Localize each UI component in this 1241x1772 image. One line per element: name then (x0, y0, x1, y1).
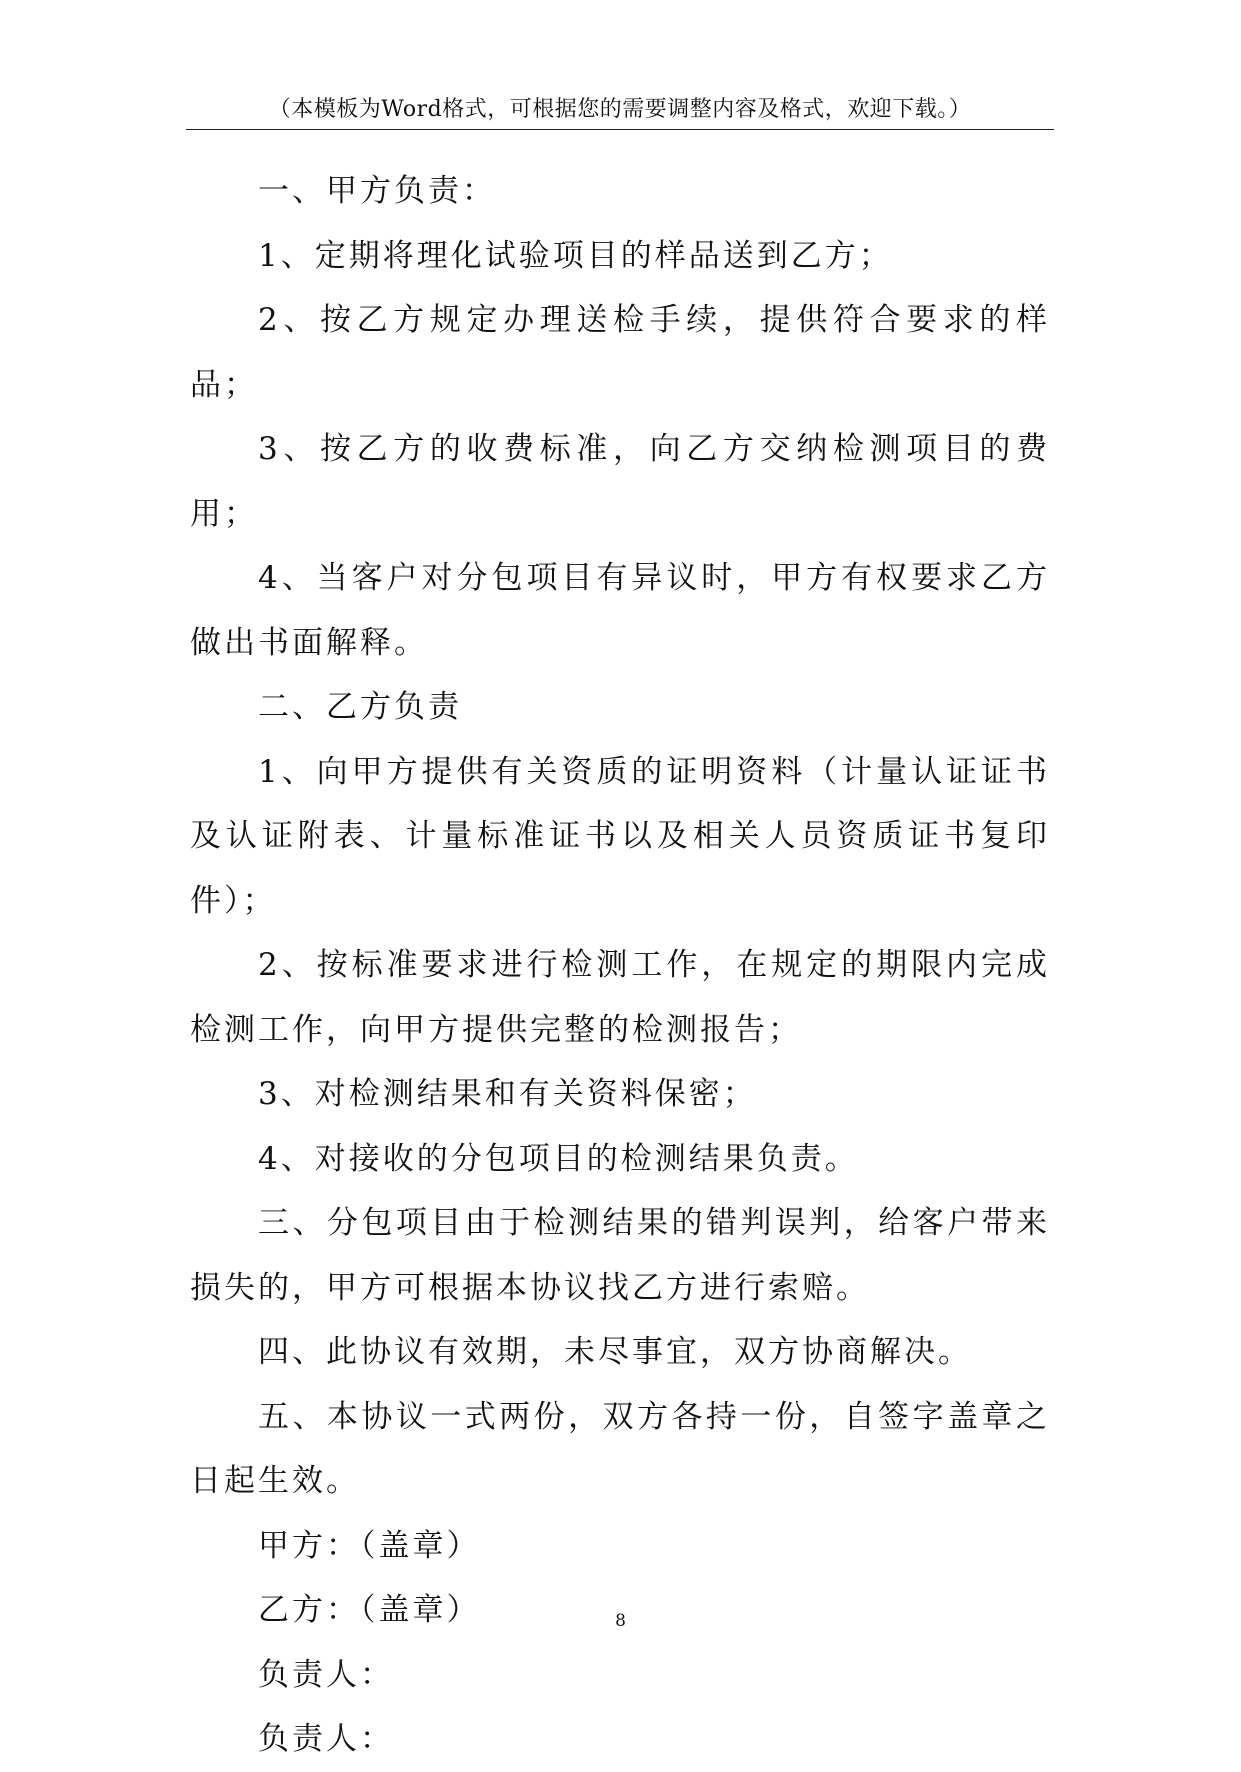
party-b-duty-2: 2、按标准要求进行检测工作，在规定的期限内完成检测工作，向甲方提供完整的检测报告； (190, 947, 1050, 1048)
clause-four: 四、此协议有效期，未尽事宜，双方协商解决。 (258, 1334, 972, 1370)
page-number: 8 (615, 1611, 626, 1631)
clause-five: 五、本协议一式两份，双方各持一份，自签字盖章之日起生效。 (190, 1398, 1050, 1499)
party-a-duty-3: 3、按乙方的收费标准，向乙方交纳检测项目的费用； (190, 431, 1050, 532)
responsible-person-a: 负责人： (258, 1656, 394, 1693)
party-b-duty-3: 3、对检测结果和有关资料保密； (258, 1076, 757, 1112)
signature-party-a: 甲方：（盖章） (258, 1527, 481, 1564)
document-body (190, 159, 1050, 1772)
section-heading-party-b: 二、乙方负责 (258, 689, 462, 725)
party-b-duty-4: 4、对接收的分包项目的检测结果负责。 (258, 1140, 859, 1177)
responsible-person-b: 负责人： (258, 1721, 394, 1757)
party-a-duty-4: 4、当客户对分包项目有异议时，甲方有权要求乙方做出书面解释。 (190, 560, 1050, 661)
template-notice: （本模板为Word格式，可根据您的需要调整内容及格式，欢迎下载。） (268, 97, 972, 122)
party-a-duty-2: 2、按乙方规定办理送检手续，提供符合要求的样品； (190, 302, 1050, 403)
party-a-duty-1: 1、定期将理化试验项目的样品送到乙方； (258, 237, 893, 274)
signature-party-b: 乙方：（盖章） (258, 1592, 481, 1628)
header-divider (186, 129, 1054, 130)
clause-three: 三、分包项目由于检测结果的错判误判，给客户带来损失的，甲方可根据本协议找乙方进行索赔。 (190, 1205, 1050, 1306)
section-heading-party-a: 一、甲方负责： (258, 173, 496, 209)
party-b-duty-1: 1、向甲方提供有关资质的证明资料（计量认证证书及认证附表、计量标准证书以及相关人员资质证书复印件）； (190, 753, 1050, 919)
